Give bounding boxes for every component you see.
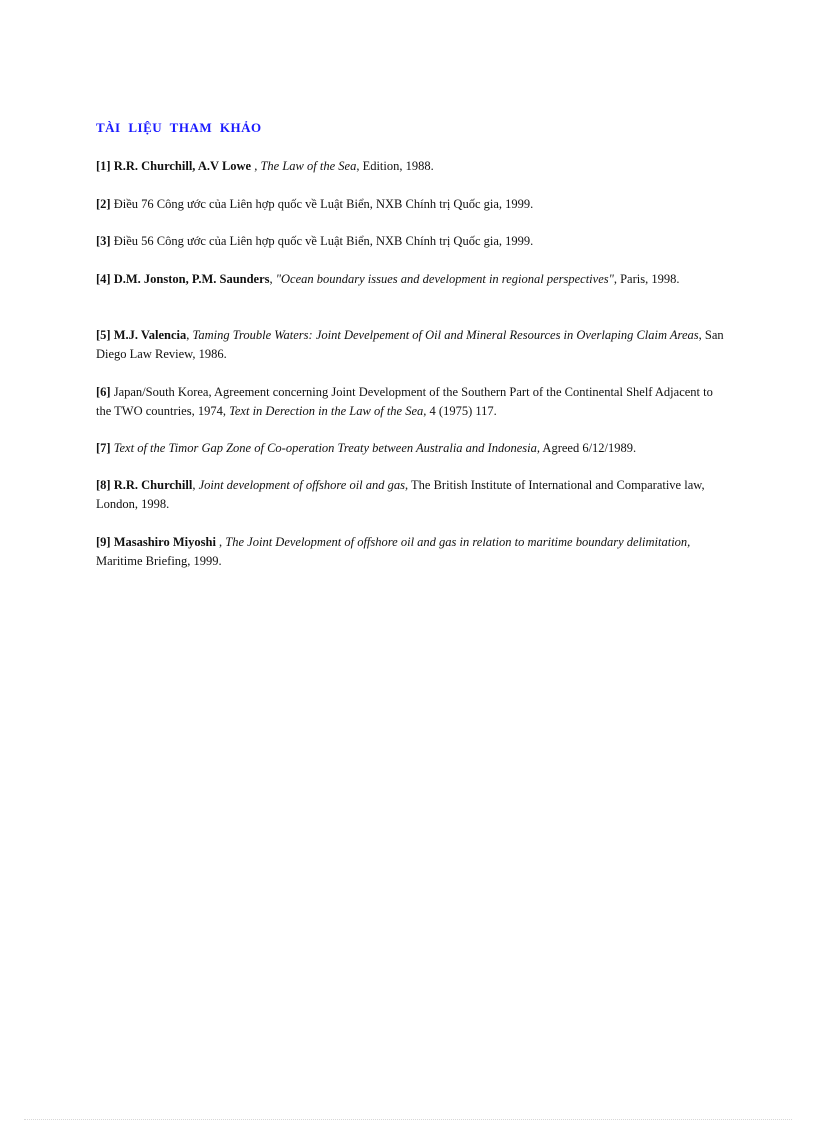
reference-details: Maritime Briefing, 1999.	[96, 554, 222, 568]
reference-number: [7]	[96, 441, 111, 455]
reference-number: [6]	[96, 385, 111, 399]
reference-number: [5]	[96, 328, 111, 342]
reference-item-3	[96, 232, 726, 251]
reference-author: R.R. Churchill, A.V Lowe	[113, 159, 252, 173]
references-heading: TÀI LIỆU THAM KHẢO	[96, 120, 262, 135]
reference-details: , Edition, 1988.	[356, 159, 434, 173]
reference-separator: ,	[269, 272, 276, 286]
reference-item-1	[96, 157, 726, 176]
reference-details: Agreed 6/12/1989.	[539, 441, 637, 455]
reference-number: [8]	[96, 478, 111, 492]
reference-item-2	[96, 195, 726, 214]
reference-item-9	[96, 533, 726, 571]
reference-details: 4 (1975) 117.	[426, 404, 497, 418]
reference-details: , San Diego Law Review, 1986.	[96, 328, 724, 361]
reference-text: Điều 56 Công ước của Liên hợp quốc về Luật Biển, NXB Chính trị Quốc gia, 1999.	[110, 234, 534, 248]
reference-number: [2]	[96, 197, 111, 211]
reference-title: The Joint Development of offshore oil and gas in relation to maritime boundary delimitation,	[225, 535, 691, 549]
reference-item-4	[96, 270, 726, 289]
reference-text: Japan/South Korea, Agreement concerning Joint Development of the Southern Part of the Continental Shelf Adjacent to the TWO countries, 1974,	[96, 385, 713, 418]
reference-title: The Law of the Sea	[260, 159, 357, 173]
reference-item-7	[96, 439, 726, 458]
reference-title: Joint development of offshore oil and gas	[198, 478, 406, 492]
reference-title: Taming Trouble Waters: Joint Develpement of Oil and Mineral Resources in Overlaping Claim Areas	[192, 328, 699, 342]
reference-separator: ,	[186, 328, 193, 342]
reference-item-6	[96, 383, 726, 421]
page-bottom-divider	[24, 1119, 792, 1120]
reference-number: [3]	[96, 234, 111, 248]
reference-text: Điều 76 Công ước của Liên hợp quốc về Luật Biển, NXB Chính trị Quốc gia, 1999.	[110, 197, 534, 211]
reference-author: D.M. Jonston, P.M. Saunders	[113, 272, 270, 286]
reference-details: , Paris, 1998.	[613, 272, 680, 286]
reference-number: [4]	[96, 272, 111, 286]
reference-author: M.J. Valencia	[113, 328, 187, 342]
reference-title: Text in Derection in the Law of the Sea,	[229, 404, 427, 418]
reference-separator: ,	[192, 478, 199, 492]
reference-number: [1]	[96, 159, 111, 173]
reference-title: Text of the Timor Gap Zone of Co-operation Treaty between Australia and Indonesia,	[110, 441, 540, 455]
reference-title: "Ocean boundary issues and development in regional perspectives"	[275, 272, 614, 286]
reference-item-5	[96, 326, 726, 364]
reference-number: [9]	[96, 535, 111, 549]
reference-author: R.R. Churchill	[113, 478, 193, 492]
reference-separator: ,	[251, 159, 261, 173]
reference-item-8	[96, 476, 726, 514]
reference-separator: ,	[215, 535, 226, 549]
reference-details: , The British Institute of International and Comparative law, London, 1998.	[96, 478, 705, 511]
reference-author: Masashiro Miyoshi	[113, 535, 216, 549]
